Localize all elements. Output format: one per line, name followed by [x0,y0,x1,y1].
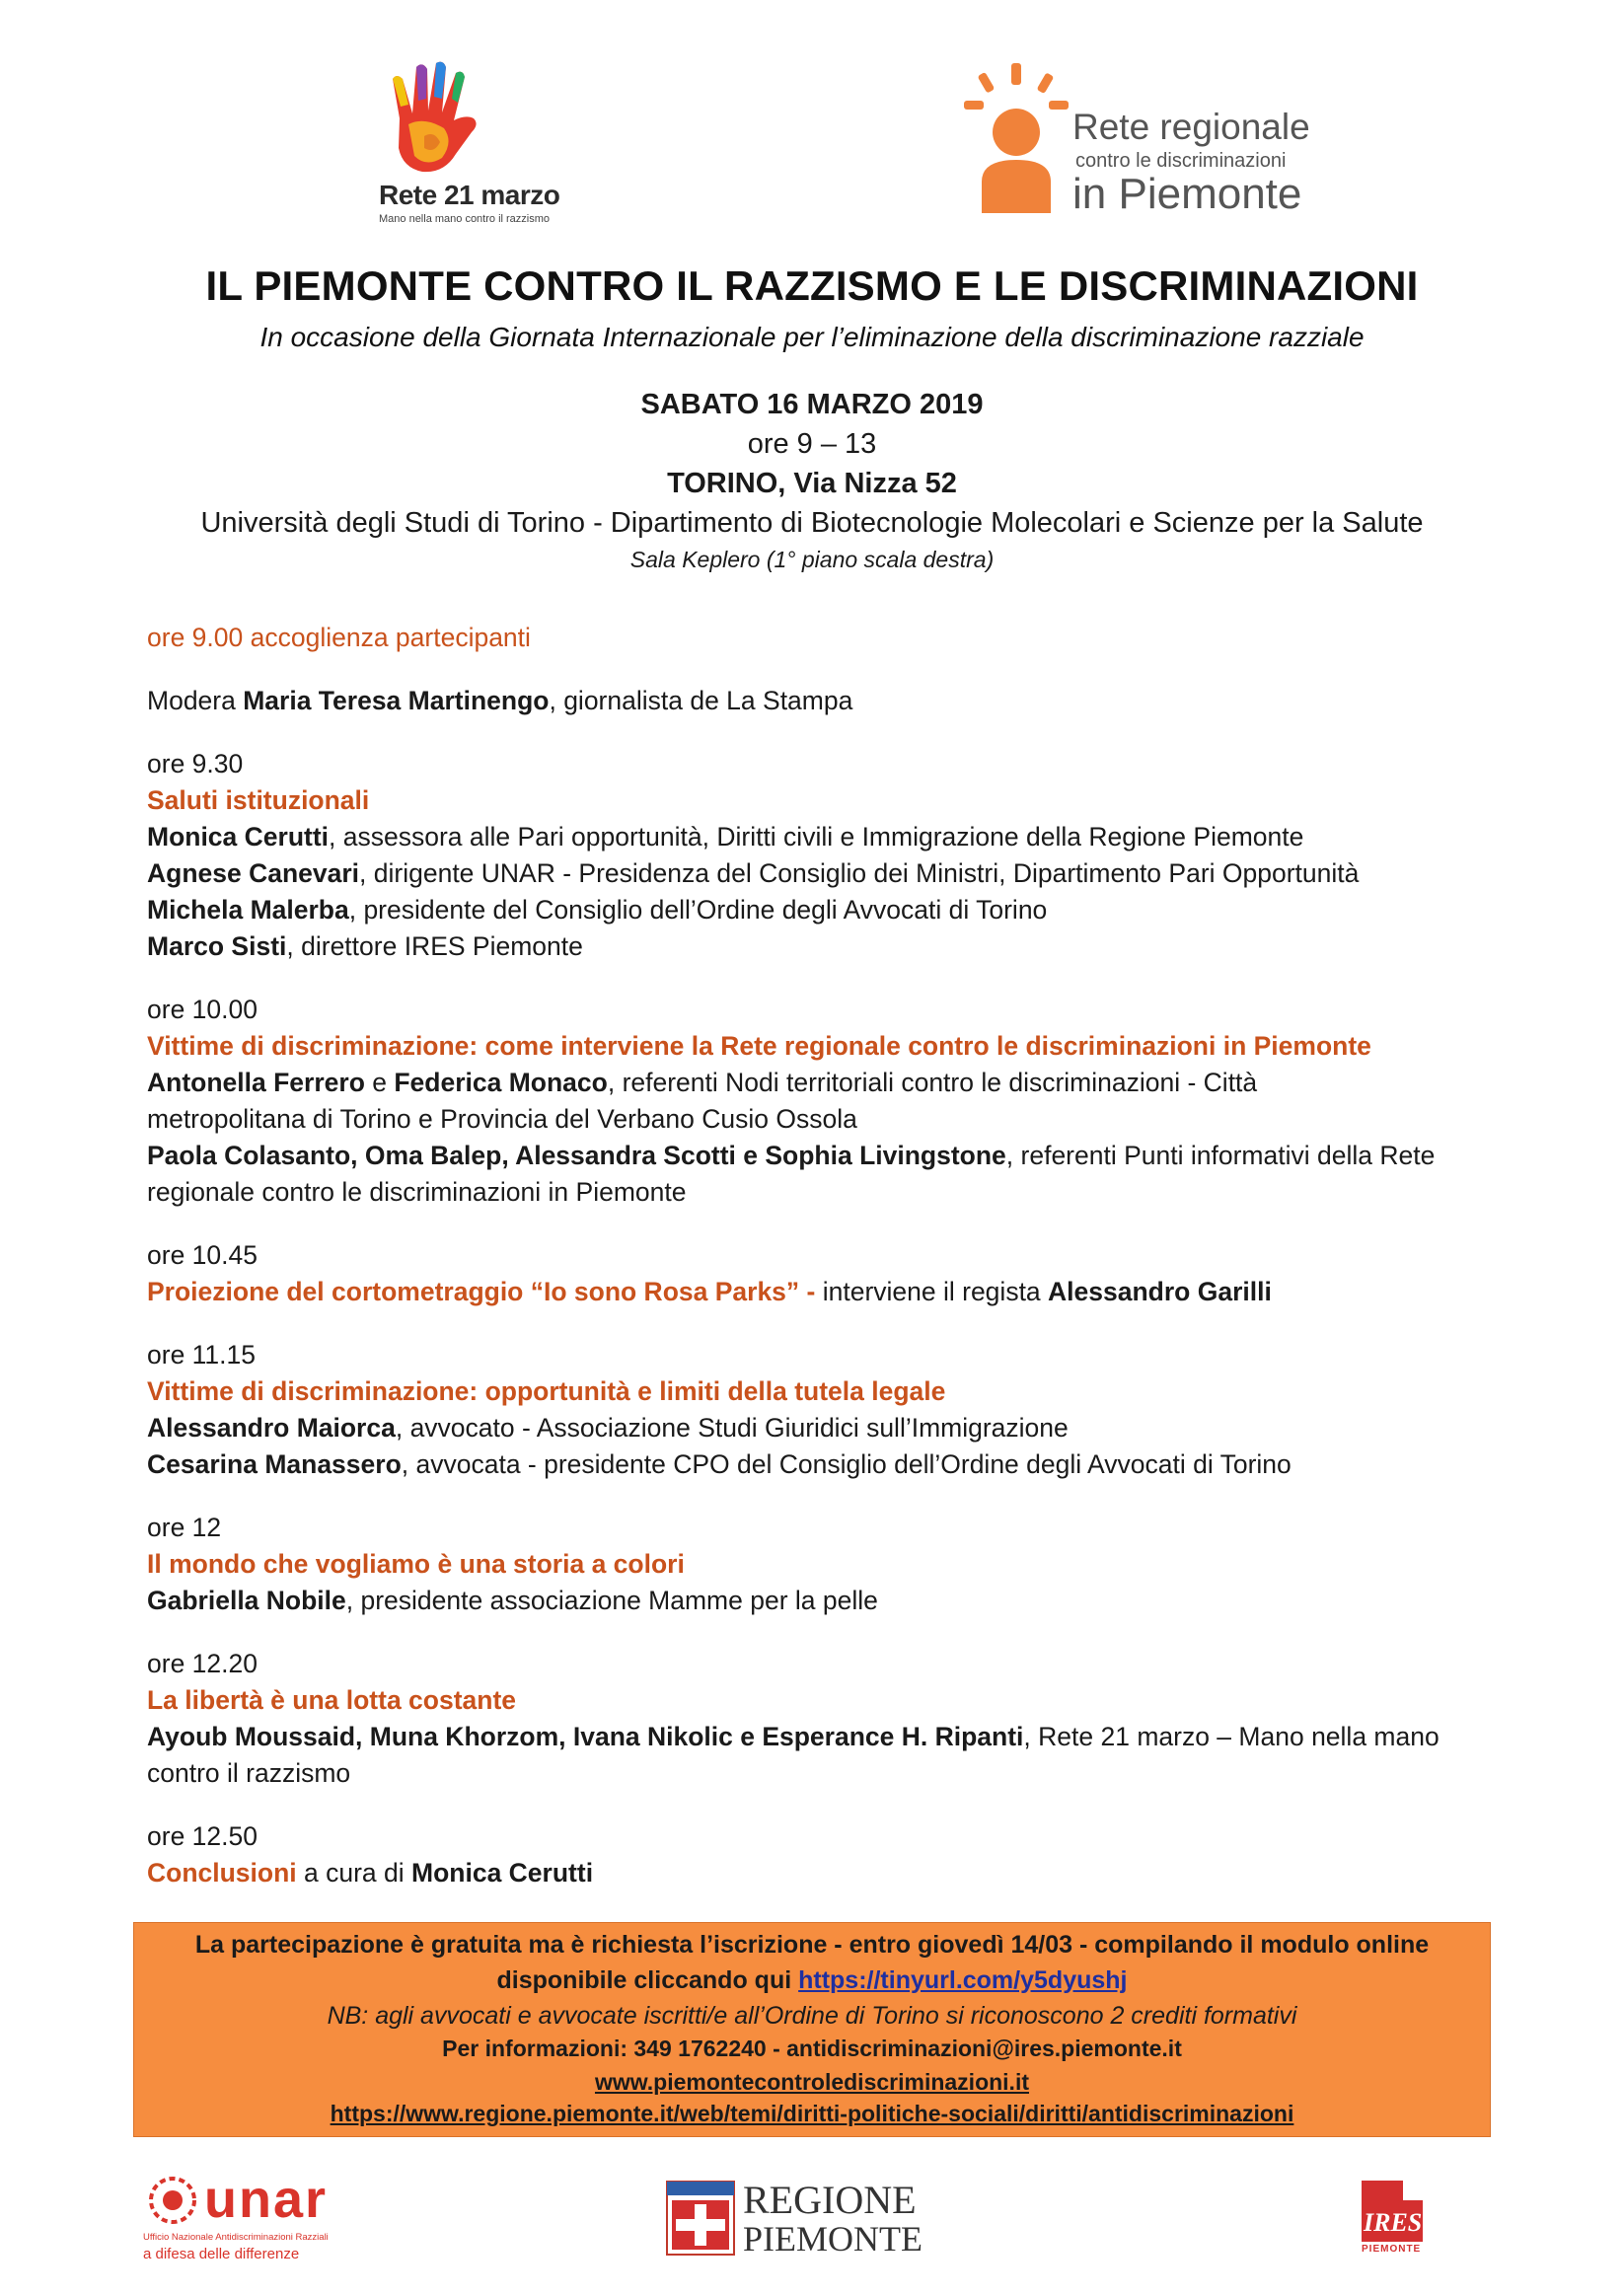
speaker-name: Federica Monaco [394,1068,608,1097]
speaker-line [147,892,1489,928]
speaker-role: , avvocato - Associazione Studi Giuridici sull’Immigrazione [395,1413,1069,1443]
speaker-role: , referenti Nodi territoriali contro le discriminazioni - Città [607,1068,1258,1097]
ires-notch [1403,2181,1423,2200]
speaker-conjunction: e [364,1068,395,1097]
speaker-name: Cesarina Manassero [147,1449,402,1479]
session-line [147,1274,1489,1310]
page-title: IL PIEMONTE CONTRO IL RAZZISMO E LE DISCRIMINAZIONI [205,262,1419,309]
rete-regionale-line1: Rete regionale [1072,107,1310,147]
painted-hand-icon [365,59,572,183]
speaker-name: Gabriella Nobile [147,1586,346,1615]
welcome-line: ore 9.00 accoglienza partecipanti [147,623,531,652]
speaker-line [147,1583,1489,1619]
rete-regionale-line3: in Piemonte [1072,170,1302,218]
speaker-role-cont: contro il razzismo [147,1758,351,1788]
session-title: Vittime di discriminazione: come interviene la Rete regionale contro le discriminazioni in Piemonte [147,1031,1371,1061]
session-time: ore 10.45 [147,1240,258,1270]
regione-crest-icon [666,2181,735,2256]
registration-link-line [134,1966,1490,1995]
speaker-role-cont: metropolitana di Torino e Provincia del Verbano Cusio Ossola [147,1104,857,1134]
unar-name: unar [204,2170,329,2229]
session-1200 [147,1510,1489,1619]
session-mid: interviene il regista [815,1277,1049,1306]
session-1045 [147,1237,1489,1310]
speaker-role: , referenti Punti informativi della Rete [1005,1141,1436,1170]
regione-link[interactable]: https://www.regione.piemonte.it/web/temi/diritti-politiche-sociali/diritti/antidiscriminazioni [330,2101,1294,2126]
speaker-line [147,1138,1489,1174]
session-time: ore 9.30 [147,749,244,778]
session-time: ore 12.50 [147,1821,258,1851]
speaker-name: Agnese Canevari [147,858,360,888]
session-title: Proiezione del cortometraggio “Io sono Rosa Parks” - [147,1277,816,1306]
speaker-name: Monica Cerutti [411,1858,594,1888]
session-title: Conclusioni [147,1858,297,1888]
speaker-line [147,928,1489,965]
speaker-role: , presidente associazione Mamme per la pelle [345,1586,878,1615]
event-place: TORINO, Via Nizza 52 [667,468,957,499]
event-venue: Università degli Studi di Torino - Dipartimento di Biotecnologie Molecolari e Scienze per la Salute [200,507,1424,539]
session-title: Saluti istituzionali [147,785,370,815]
session-mid: a cura di [296,1858,412,1888]
registration-line: La partecipazione è gratuita ma è richiesta l’iscrizione - entro giovedì 14/03 - compilando il modulo online [194,1931,1430,1959]
session-time: ore 12 [147,1513,222,1542]
event-room: Sala Keplero (1° piano scala destra) [629,547,995,572]
session-time: ore 12.20 [147,1649,258,1678]
regione-piemonte-logo [666,2177,962,2265]
unar-line1: Ufficio Nazionale Antidiscriminazioni Razziali [143,2232,329,2243]
speaker-names: Ayoub Moussaid, Muna Khorzom, Ivana Nikolic e Esperance H. Ripanti [147,1722,1024,1751]
ires-sub: PIEMONTE [1362,2244,1422,2255]
session-1250 [147,1818,1489,1891]
speaker-role: , direttore IRES Piemonte [286,931,583,961]
rete21-title: Rete 21 marzo [379,180,560,210]
speaker-name: Antonella Ferrero [147,1068,365,1097]
event-hours: ore 9 – 13 [747,428,877,460]
speaker-name: Alessandro Maiorca [147,1413,396,1443]
moderator-role: , giornalista de La Stampa [549,686,853,715]
speaker-name: Alessandro Garilli [1048,1277,1272,1306]
contact-info: Per informazioni: 349 1762240 - antidiscriminazioni@ires.piemonte.it [442,2036,1182,2061]
speaker-names: Paola Colasanto, Oma Balep, Alessandra Scotti e Sophia Livingstone [147,1141,1006,1170]
website-link-line [134,2069,1490,2096]
unar-logo [143,2167,350,2265]
session-title: La libertà è una lotta costante [147,1685,517,1715]
session-1220 [147,1646,1489,1792]
speaker-name: Marco Sisti [147,931,287,961]
speaker-name: Monica Cerutti [147,822,330,852]
speaker-line [147,855,1489,892]
speaker-line [147,1410,1489,1446]
registration-link-prefix: disponibile cliccando qui [496,1966,799,1994]
sun-person-icon [962,63,1070,221]
rete-regionale-logo [962,63,1357,221]
speaker-role: , Rete 21 marzo – Mano nella mano [1023,1722,1439,1751]
session-930 [147,746,1489,965]
speaker-name: Michela Malerba [147,895,349,925]
program [147,620,1489,1918]
welcome-block [147,620,1489,656]
speaker-role-cont: regionale contro le discriminazioni in Piemonte [147,1177,687,1207]
speaker-role: , presidente del Consiglio dell’Ordine degli Avvocati di Torino [348,895,1048,925]
page-subtitle: In occasione della Giornata Internazionale per l’eliminazione della discriminazione razziale [259,322,1365,352]
moderator-name: Maria Teresa Martinengo [243,686,550,715]
session-title: Vittime di discriminazione: opportunità e limiti della tutela legale [147,1376,946,1406]
speaker-role: , dirigente UNAR - Presidenza del Consiglio dei Ministri, Dipartimento Pari Opportunità [359,858,1360,888]
speaker-line [147,1446,1489,1483]
rete-regionale-line2: contro le discriminazioni [1075,150,1287,172]
speaker-role: , avvocata - presidente CPO del Consiglio dell’Ordine degli Avvocati di Torino [401,1449,1292,1479]
session-1000 [147,992,1489,1211]
ires-name: IRES [1364,2208,1423,2237]
moderator-block [147,683,1489,719]
regione-line2: PIEMONTE [743,2219,923,2259]
website-link[interactable]: www.piemontecontrolediscriminazioni.it [594,2069,1030,2095]
rete21-subtitle: Mano nella mano contro il razzismo [379,213,551,225]
regione-line1: REGIONE [743,2178,917,2222]
session-title: Il mondo che vogliamo è una storia a colori [147,1549,685,1579]
moderator-line [147,683,1489,719]
moderator-prefix: Modera [147,686,244,715]
session-line [147,1855,1489,1891]
rete21-logo [365,59,572,227]
session-1115 [147,1337,1489,1483]
speaker-line [147,819,1489,855]
registration-link[interactable]: https://tinyurl.com/y5dyushj [798,1966,1128,1994]
regione-link-line [134,2101,1490,2127]
session-time: ore 11.15 [147,1340,257,1370]
speaker-line [147,1065,1489,1101]
event-date: SABATO 16 MARZO 2019 [640,389,984,420]
unar-line2: a difesa delle differenze [143,2246,300,2262]
lawyers-credits-note: NB: agli avvocati e avvocate iscritti/e all’Ordine di Torino si riconoscono 2 crediti formativi [327,2002,1297,2030]
speaker-line [147,1719,1489,1755]
session-time: ore 10.00 [147,995,258,1024]
registration-info-box [133,1922,1491,2137]
speaker-role: , assessora alle Pari opportunità, Diritti civili e Immigrazione della Regione Piemonte [329,822,1304,852]
ires-logo [1362,2181,1431,2269]
